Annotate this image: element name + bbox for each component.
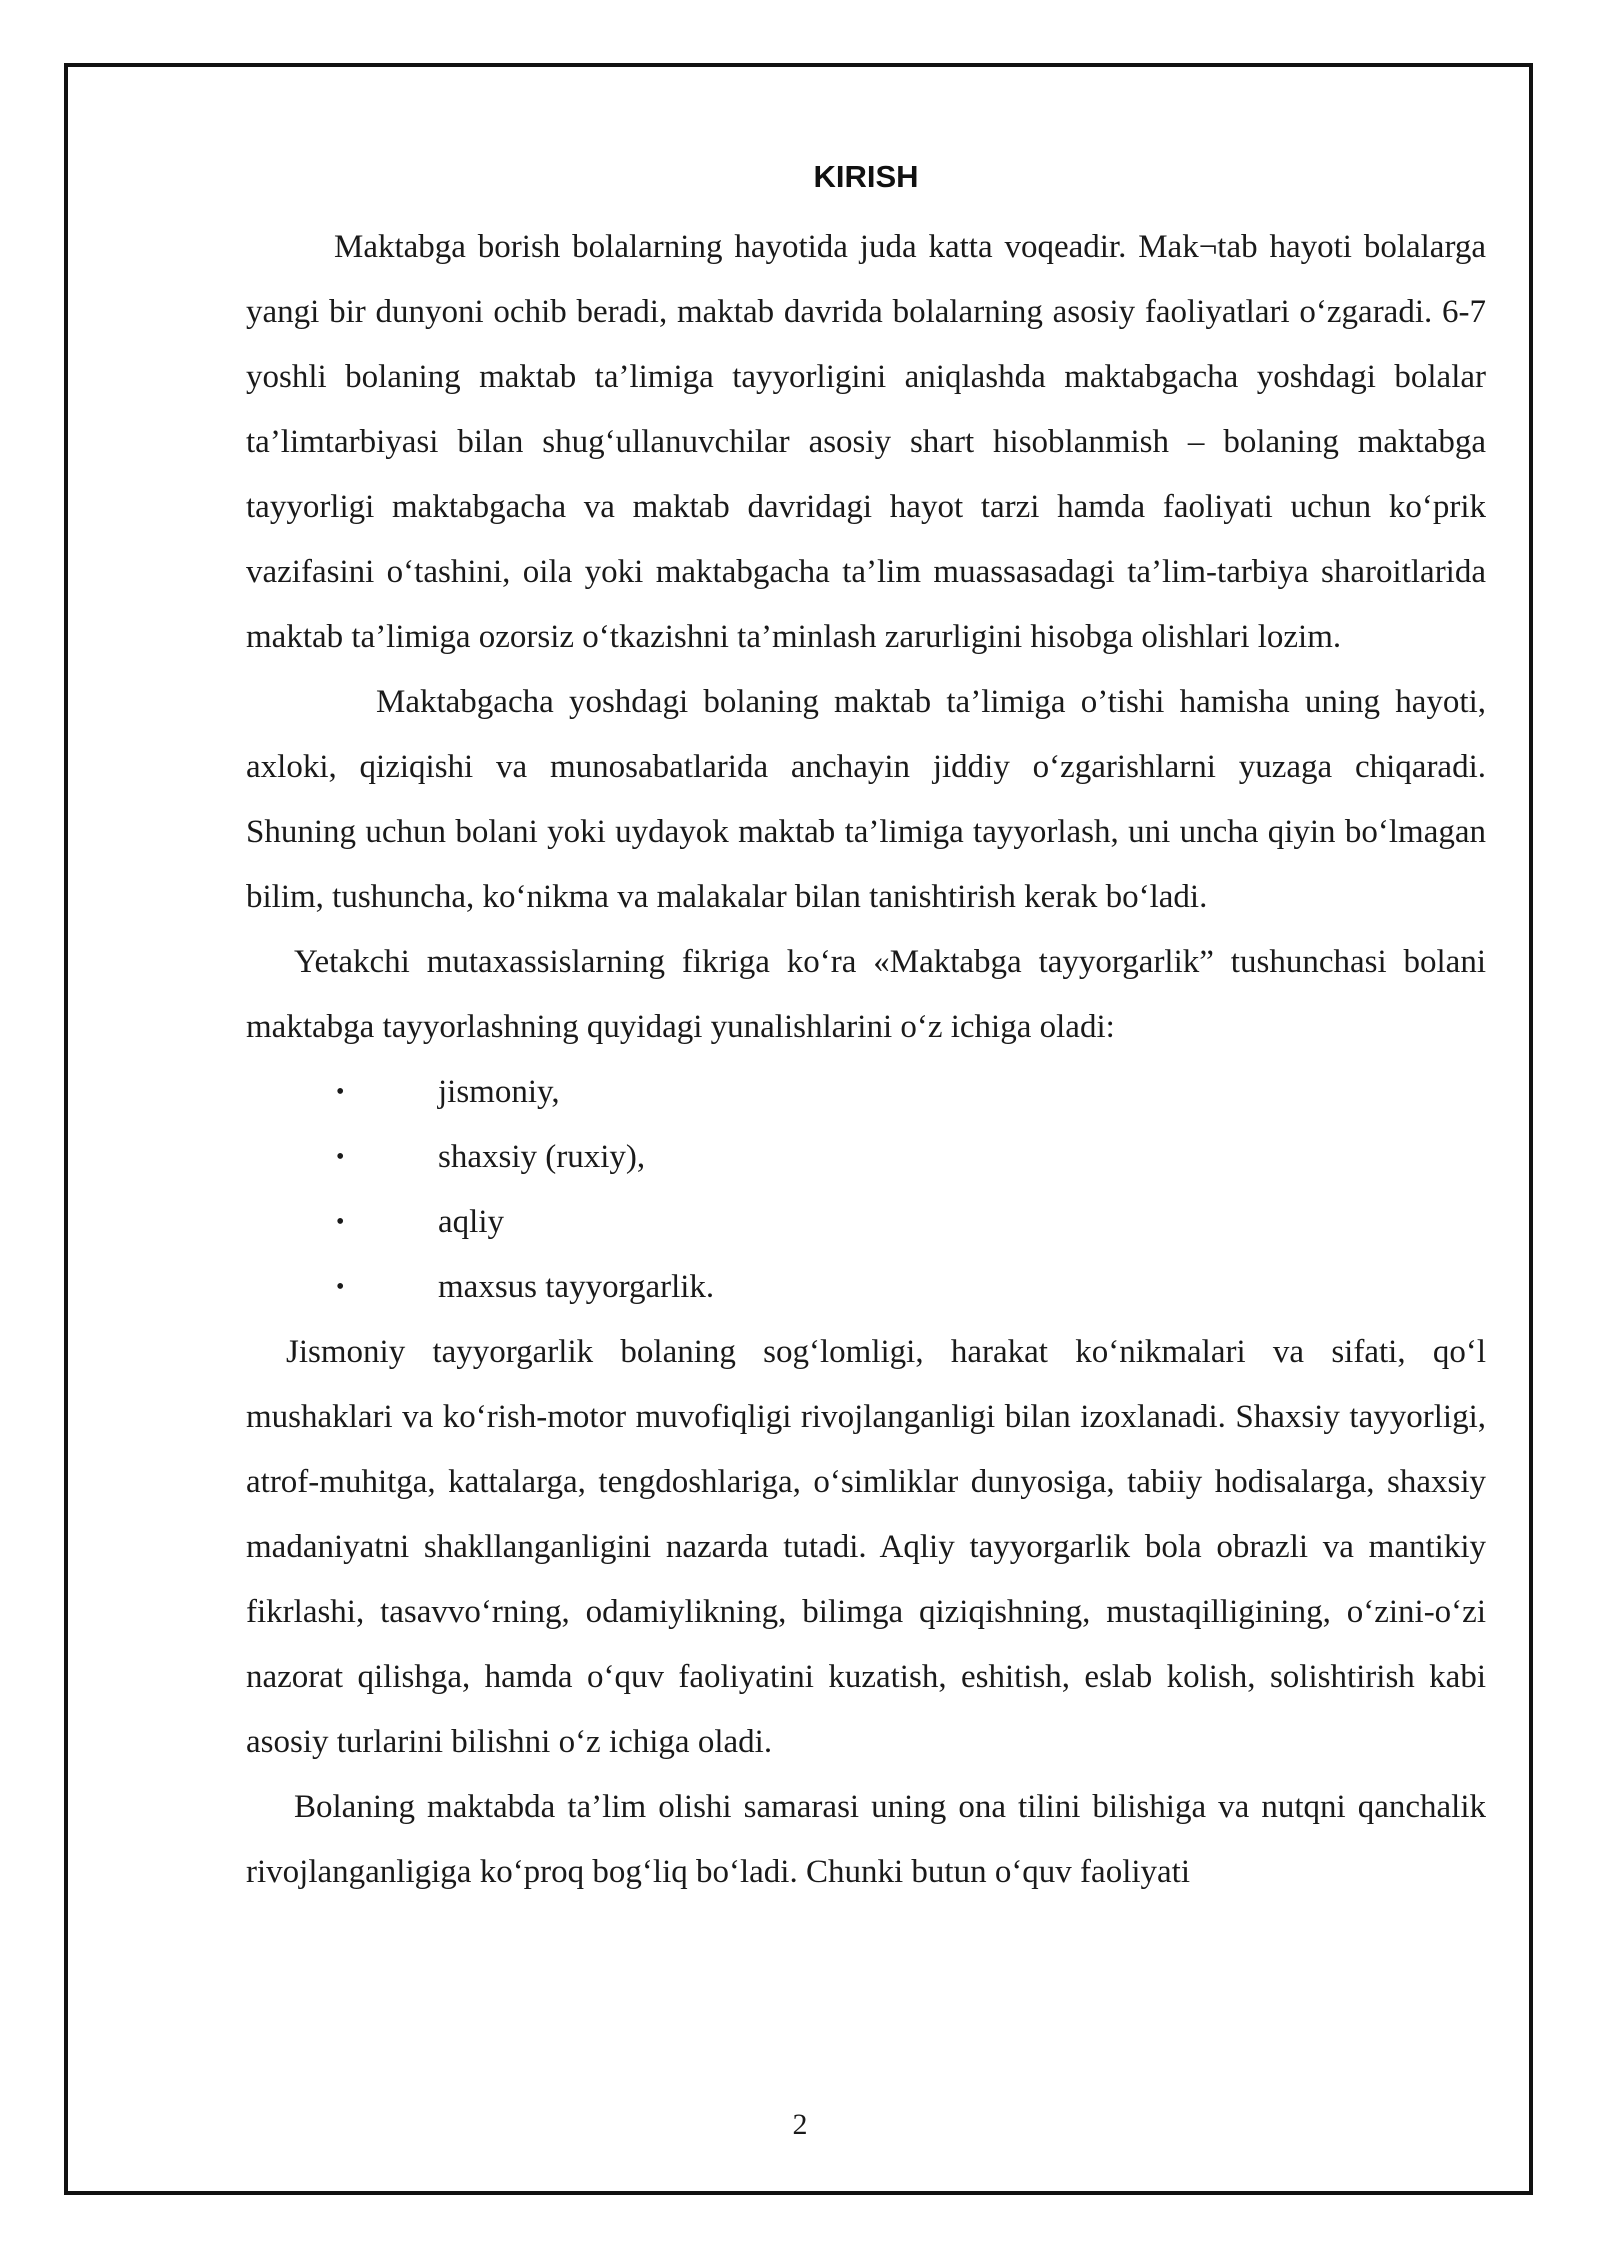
directions-list (246, 1060, 1486, 1320)
paragraph-readiness-types: Jismoniy tayyorgarlik bolaning sog‘lomligi, harakat ko‘nikmalari va sifati, qo‘l mushaklari va ko‘rish-motor muvofiqligi rivojlanganligi bilan izoxlanadi. Shaxsiy tayyorligi, atrof-muhitga, kattalarga, tengdoshlariga, o‘simliklar dunyosiga, tabiiy hodisalarga, shaxsiy madaniyatni shakllanganligini nazarda tutadi. Aqliy tayyorgarlik bola obrazli va mantikiy fikrlashi, tasavvo‘rning, odamiylikning, bilimga qiziqishning, mustaqilligining, o‘zini-o‘zi nazorat qilishga, hamda o‘quv faoliyatini kuzatish, eshitish, eslab kolish, solishtirish kabi asosiy turlarini bilishni o‘z ichiga oladi. (246, 1334, 1486, 1760)
bullet-icon: • (336, 1079, 345, 1105)
bullet-icon: • (336, 1144, 345, 1170)
list-item (246, 1255, 1486, 1320)
list-item (246, 1125, 1486, 1190)
list-item-text: jismoniy, (438, 1074, 560, 1110)
paragraph-language: Bolaning maktabda ta’lim olishi samarasi uning ona tilini bilishiga va nutqni qanchalik rivojlanganligiga ko‘proq bog‘liq bo‘ladi. Chunki butun o‘quv faoliyati (246, 1789, 1486, 1890)
list-item-text: aqliy (438, 1204, 504, 1240)
list-item-text: shaxsiy (ruxiy), (438, 1139, 646, 1175)
bullet-icon: • (336, 1209, 345, 1235)
document-body (246, 150, 1486, 1905)
list-item (246, 1190, 1486, 1255)
page-number: 2 (792, 2108, 808, 2141)
paragraph-transition: Maktabgacha yoshdagi bolaning maktab ta’limiga o’tishi hamisha uning hayoti, axloki, qiziqishi va munosabatlarida anchayin jiddiy o‘zgarishlarni yuzaga chiqaradi. Shuning uchun bolani yoki uydayok maktab ta’limiga tayyorlash, uni uncha qiyin bo‘lmagan bilim, tushuncha, ko‘nikma va malakalar bilan tanishtirish kerak bo‘ladi. (246, 684, 1486, 915)
list-item-text: maxsus tayyorgarlik. (438, 1269, 715, 1305)
document-title: KIRISH (813, 159, 919, 194)
bullet-icon: • (336, 1274, 345, 1300)
paragraph-directions: Yetakchi mutaxassislarning fikriga ko‘ra «Maktabga tayyorgarlik” tushunchasi bolani maktabga tayyorlashning quyidagi yunalishlarini o‘z ichiga oladi: (246, 944, 1486, 1045)
list-item (246, 1060, 1486, 1125)
paragraph-intro: Maktabga borish bolalarning hayotida juda katta voqeadir. Mak¬tab hayoti bolalarga yangi bir dunyoni ochib beradi, maktab davrida bolalarning asosiy faoliyatlari o‘zgaradi. 6-7 yoshli bolaning maktab ta’limiga tayyorligini aniqlashda maktabgacha yoshdagi bolalar ta’limtarbiyasi bilan shug‘ullanuvchilar asosiy shart hisoblanmish – bolaning maktabga tayyorligi maktabgacha va maktab davridagi hayot tarzi hamda faoliyati uchun ko‘prik vazifasini o‘tashini, oila yoki maktabgacha ta’lim muassasadagi ta’lim-tarbiya sharoitlarida maktab ta’limiga ozorsiz o‘tkazishni ta’minlash zarurligini hisobga olishlari lozim. (246, 229, 1486, 655)
